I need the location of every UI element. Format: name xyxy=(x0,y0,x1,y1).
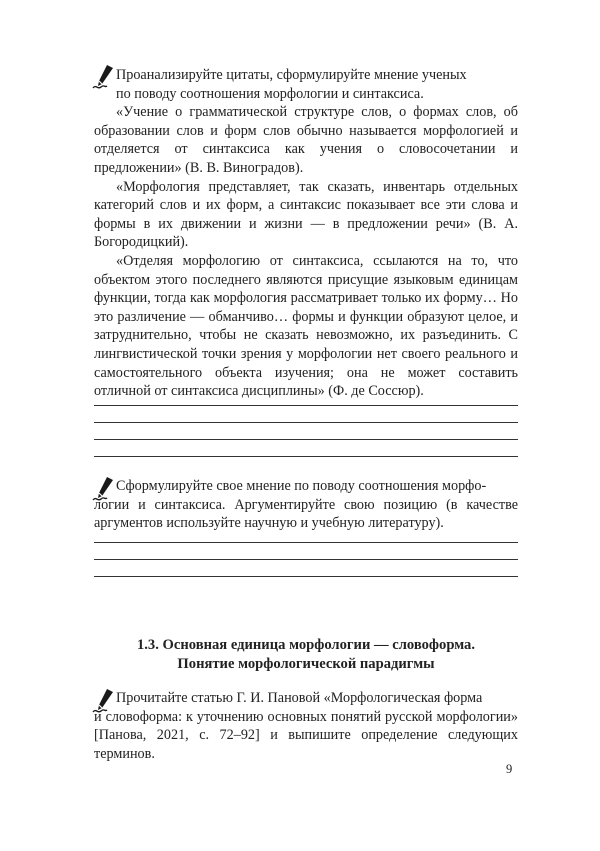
answer-line[interactable] xyxy=(94,559,518,560)
answer-line[interactable] xyxy=(94,576,518,577)
section-subheading: Понятие морфологической парадигмы xyxy=(177,656,435,672)
task-text-line: по поводу соотношения морфологии и синтаксиса. xyxy=(116,85,424,102)
quote-bogoroditsky: «Морфология представляет, так сказать, инвентарь отдельных категорий слов и их форм, а синтаксис показывает все эти слова и формы в их движении и жизни — в предложении речи» (В. А. Богородицкий). xyxy=(94,178,518,251)
task-text-continuation: и словоформа: к уточнению основных понятий русской морфологии» [Панова, 2021, с. 72–92] и выпишите определение следующих терминов. xyxy=(94,708,518,762)
answer-line[interactable] xyxy=(94,439,518,440)
task-formulate-opinion xyxy=(94,477,518,533)
task-read-article xyxy=(94,689,518,763)
section-heading: 1.3. Основная единица морфологии — словоформа. xyxy=(136,637,476,653)
quote-vinogradov: «Учение о грамматической структуре слов, о формах слов, об образовании слов и форм слов обычно называется морфологией и отделяется от синтаксиса как учения о словосочетании и предложении» (В. В. Виноградов). xyxy=(94,104,518,176)
task-text-line: Прочитайте статью Г. И. Пановой «Морфологическая форма xyxy=(116,690,483,706)
answer-line[interactable] xyxy=(94,542,518,543)
page-number: 9 xyxy=(506,762,513,776)
task-text-continuation: логии и синтаксиса. Аргументируйте свою позицию (в качестве аргументов используйте научную и учебную литературу). xyxy=(94,496,518,532)
answer-line[interactable] xyxy=(94,422,518,423)
answer-line[interactable] xyxy=(94,456,518,457)
task-text-line: Проанализируйте цитаты, сформулируйте мнение ученых xyxy=(116,67,467,83)
task-analyze-quotes xyxy=(94,66,518,401)
quote-saussure: «Отделяя морфологию от синтаксиса, ссылаются на то, что объектом этого последнего являются присущие языковым единицам функции, тогда как морфология рассматривает только их форму… Но это различение — обманчиво… формы и функции образуют целое, и затруднительно, чтобы не сказать невозможно, их разъединить. С лингвистической точки зрения у морфологии нет своего реального и самостоятельного объекта изучения; она не может составить отличной от синтаксиса дисциплины» (Ф. де Соссюр). xyxy=(94,252,518,400)
task-text-line: Сформулируйте свое мнение по поводу соотношения морфо- xyxy=(116,478,487,494)
answer-line[interactable] xyxy=(94,405,518,406)
